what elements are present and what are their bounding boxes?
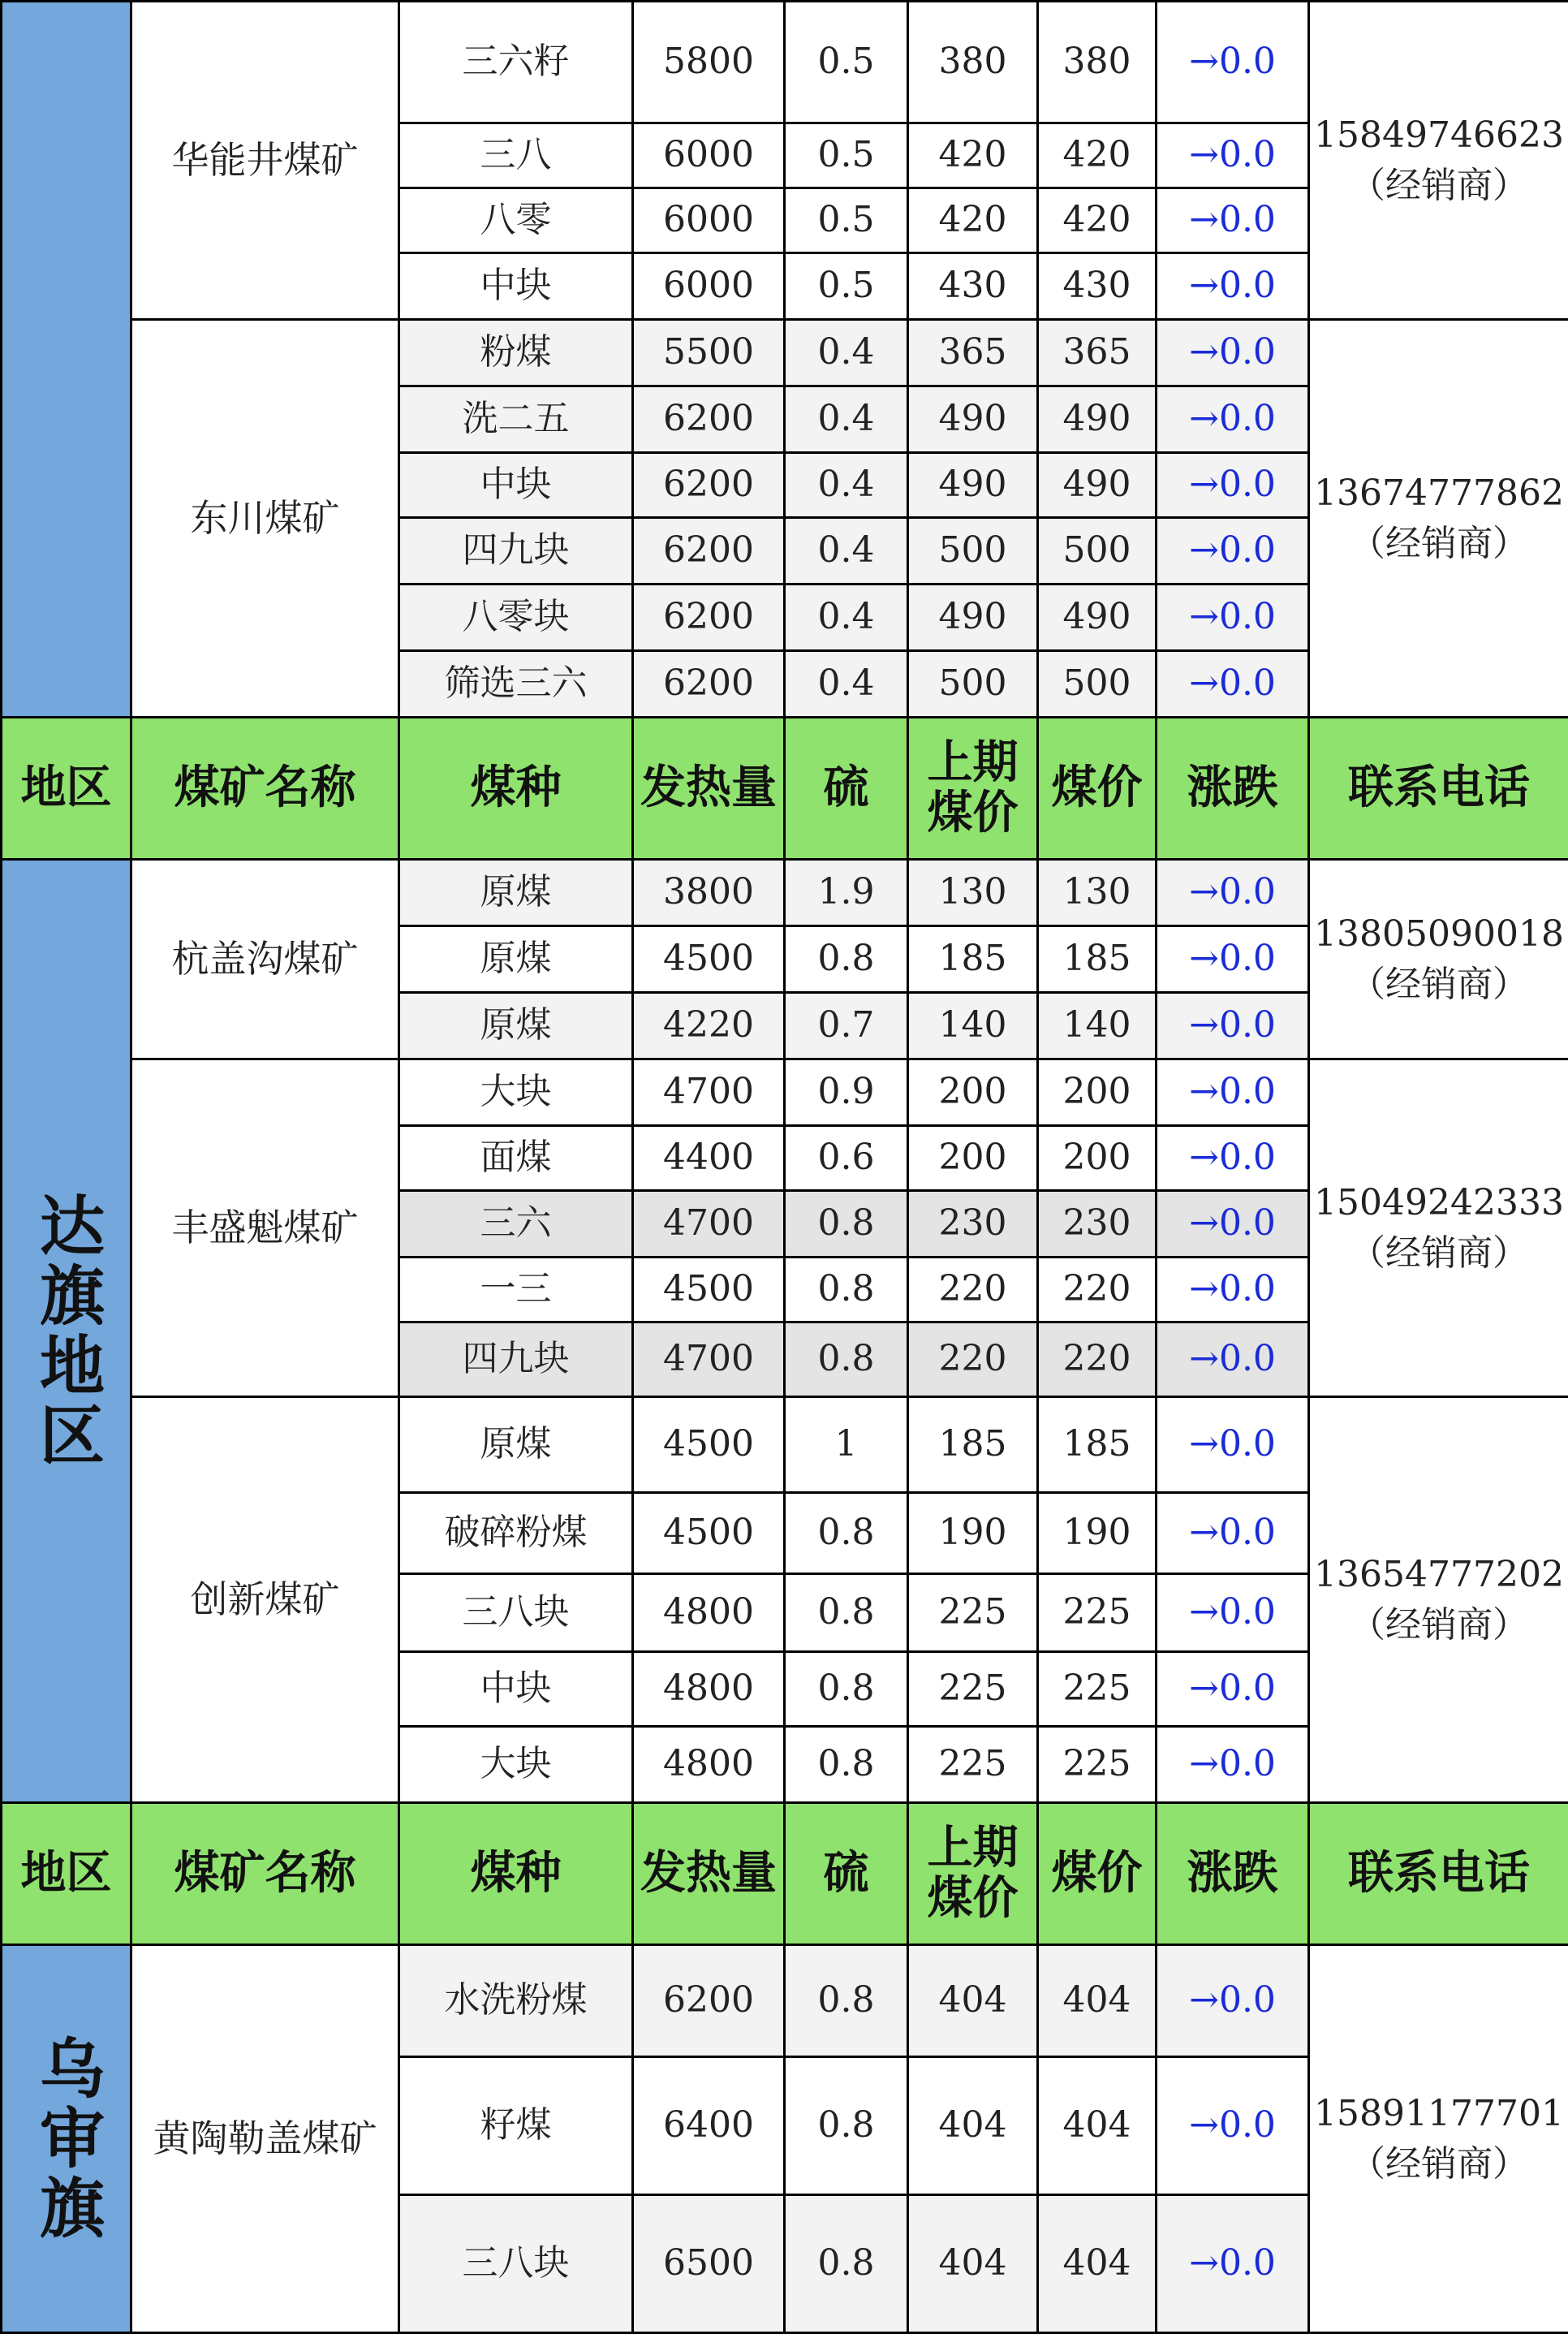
prev-price: 500: [908, 651, 1038, 718]
region-label: 乌审旗: [28, 2034, 106, 2244]
price: 430: [1038, 253, 1157, 320]
price-change: →0.0: [1157, 1493, 1309, 1574]
price: 200: [1038, 1126, 1157, 1191]
coal-type: 大块: [399, 1727, 633, 1803]
price-change: →0.0: [1157, 1059, 1309, 1126]
coal-type: 中块: [399, 453, 633, 518]
header-mine-name: 煤矿名称: [131, 1803, 399, 1945]
calorific-value: 6400: [633, 2057, 785, 2195]
contact-phone: 15849746623: [1310, 110, 1568, 161]
price-change: →0.0: [1157, 2057, 1309, 2195]
price: 365: [1038, 320, 1157, 386]
price-change: →0.0: [1157, 320, 1309, 386]
mine-name: 杭盖沟煤矿: [131, 860, 399, 1059]
prev-price: 404: [908, 1945, 1038, 2057]
calorific-value: 4800: [633, 1652, 785, 1727]
calorific-value: 6200: [633, 386, 785, 453]
sulfur-value: 0.8: [785, 2195, 908, 2333]
contact-cell: [1309, 860, 1568, 1059]
coal-type: 三八块: [399, 1574, 633, 1652]
mine-name: 东川煤矿: [131, 320, 399, 718]
calorific-value: 4500: [633, 1258, 785, 1322]
calorific-value: 4700: [633, 1191, 785, 1258]
price: 404: [1038, 2057, 1157, 2195]
contact-phone: 15891177701: [1310, 2089, 1568, 2139]
table-body: [2, 2, 1568, 2333]
sulfur-value: 0.8: [785, 1574, 908, 1652]
price: 500: [1038, 518, 1157, 585]
price: 220: [1038, 1258, 1157, 1322]
region-cell: [2, 2, 131, 718]
price: 490: [1038, 386, 1157, 453]
coal-type: 面煤: [399, 1126, 633, 1191]
calorific-value: 4800: [633, 1727, 785, 1803]
contact-cell: [1309, 1059, 1568, 1397]
calorific-value: 4220: [633, 993, 785, 1059]
header-sulfur: 硫: [785, 1803, 908, 1945]
price: 200: [1038, 1059, 1157, 1126]
coal-type: 三六籽: [399, 2, 633, 123]
header-prev-price: 上期煤价: [908, 718, 1038, 860]
price-change: →0.0: [1157, 860, 1309, 926]
contact-phone: 15049242333: [1310, 1178, 1568, 1228]
prev-price: 404: [908, 2057, 1038, 2195]
price: 225: [1038, 1727, 1157, 1803]
contact-note: （经销商）: [1310, 2139, 1568, 2189]
coal-type: 三八: [399, 123, 633, 188]
prev-price: 490: [908, 585, 1038, 651]
table-row: [2, 320, 1568, 386]
sulfur-value: 0.4: [785, 320, 908, 386]
prev-price: 225: [908, 1574, 1038, 1652]
coal-type: 中块: [399, 1652, 633, 1727]
sulfur-value: 0.4: [785, 585, 908, 651]
header-change: 涨跌: [1157, 718, 1309, 860]
sulfur-value: 0.8: [785, 1258, 908, 1322]
price-change: →0.0: [1157, 1945, 1309, 2057]
price: 225: [1038, 1574, 1157, 1652]
price: 140: [1038, 993, 1157, 1059]
prev-price: 380: [908, 2, 1038, 123]
header-change: 涨跌: [1157, 1803, 1309, 1945]
price-change: →0.0: [1157, 651, 1309, 718]
sulfur-value: 0.9: [785, 1059, 908, 1126]
header-calorific: 发热量: [633, 718, 785, 860]
price-change: →0.0: [1157, 2, 1309, 123]
coal-type: 八零: [399, 188, 633, 253]
header-price: 煤价: [1038, 1803, 1157, 1945]
sulfur-value: 0.8: [785, 1322, 908, 1397]
prev-price: 490: [908, 453, 1038, 518]
price: 420: [1038, 188, 1157, 253]
prev-price: 140: [908, 993, 1038, 1059]
calorific-value: 4400: [633, 1126, 785, 1191]
header-contact: 联系电话: [1309, 718, 1568, 860]
prev-price: 225: [908, 1652, 1038, 1727]
prev-price: 225: [908, 1727, 1038, 1803]
sulfur-value: 0.4: [785, 386, 908, 453]
contact-phone: 13805090018: [1310, 909, 1568, 960]
prev-price: 200: [908, 1126, 1038, 1191]
header-prev-price: 上期煤价: [908, 1803, 1038, 1945]
region-cell: [2, 860, 131, 1803]
mine-name: 创新煤矿: [131, 1397, 399, 1803]
sulfur-value: 0.8: [785, 1727, 908, 1803]
table-row: [2, 1059, 1568, 1126]
price: 380: [1038, 2, 1157, 123]
contact-cell: [1309, 2, 1568, 320]
price-change: →0.0: [1157, 2195, 1309, 2333]
prev-price: 404: [908, 2195, 1038, 2333]
price-change: →0.0: [1157, 993, 1309, 1059]
price-change: →0.0: [1157, 1191, 1309, 1258]
price-change: →0.0: [1157, 1652, 1309, 1727]
coal-type: 三八块: [399, 2195, 633, 2333]
mine-name: 丰盛魁煤矿: [131, 1059, 399, 1397]
prev-price: 420: [908, 188, 1038, 253]
price-change: →0.0: [1157, 585, 1309, 651]
price-change: →0.0: [1157, 453, 1309, 518]
sulfur-value: 0.8: [785, 1945, 908, 2057]
price-change: →0.0: [1157, 188, 1309, 253]
calorific-value: 6000: [633, 123, 785, 188]
mine-name: 黄陶勒盖煤矿: [131, 1945, 399, 2333]
price: 490: [1038, 453, 1157, 518]
sulfur-value: 0.4: [785, 453, 908, 518]
coal-type: 原煤: [399, 993, 633, 1059]
coal-type: 籽煤: [399, 2057, 633, 2195]
contact-note: （经销商）: [1310, 519, 1568, 569]
prev-price: 500: [908, 518, 1038, 585]
contact-note: （经销商）: [1310, 960, 1568, 1010]
price: 490: [1038, 585, 1157, 651]
calorific-value: 4700: [633, 1059, 785, 1126]
sulfur-value: 0.4: [785, 651, 908, 718]
coal-type: 原煤: [399, 1397, 633, 1493]
calorific-value: 4800: [633, 1574, 785, 1652]
calorific-value: 4500: [633, 1397, 785, 1493]
price: 220: [1038, 1322, 1157, 1397]
sulfur-value: 1.9: [785, 860, 908, 926]
prev-price: 230: [908, 1191, 1038, 1258]
region-label: 达旗地区: [28, 1192, 106, 1471]
prev-price: 200: [908, 1059, 1038, 1126]
price: 185: [1038, 1397, 1157, 1493]
price-change: →0.0: [1157, 253, 1309, 320]
header-mine-name: 煤矿名称: [131, 718, 399, 860]
prev-price: 430: [908, 253, 1038, 320]
header-coal-type: 煤种: [399, 718, 633, 860]
prev-price: 220: [908, 1258, 1038, 1322]
sulfur-value: 0.5: [785, 253, 908, 320]
price: 190: [1038, 1493, 1157, 1574]
price: 404: [1038, 2195, 1157, 2333]
contact-note: （经销商）: [1310, 1600, 1568, 1650]
coal-type: 洗二五: [399, 386, 633, 453]
price-change: →0.0: [1157, 123, 1309, 188]
prev-price: 490: [908, 386, 1038, 453]
contact-cell: [1309, 320, 1568, 718]
mine-name: 华能井煤矿: [131, 2, 399, 320]
sulfur-value: 0.8: [785, 2057, 908, 2195]
calorific-value: 5800: [633, 2, 785, 123]
price-change: →0.0: [1157, 518, 1309, 585]
coal-type: 原煤: [399, 860, 633, 926]
calorific-value: 4500: [633, 926, 785, 993]
calorific-value: 6200: [633, 651, 785, 718]
coal-type: 八零块: [399, 585, 633, 651]
prev-price: 420: [908, 123, 1038, 188]
price-change: →0.0: [1157, 386, 1309, 453]
coal-type: 三六: [399, 1191, 633, 1258]
coal-type: 水洗粉煤: [399, 1945, 633, 2057]
table-row: [2, 1945, 1568, 2057]
contact-phone: 13654777202: [1310, 1550, 1568, 1600]
price-change: →0.0: [1157, 1126, 1309, 1191]
price: 500: [1038, 651, 1157, 718]
contact-note: （经销商）: [1310, 1228, 1568, 1279]
table-row: [2, 860, 1568, 926]
sulfur-value: 0.8: [785, 1652, 908, 1727]
price: 130: [1038, 860, 1157, 926]
table-row: [2, 2, 1568, 123]
sulfur-value: 0.5: [785, 2, 908, 123]
sulfur-value: 0.6: [785, 1126, 908, 1191]
calorific-value: 6500: [633, 2195, 785, 2333]
price: 404: [1038, 1945, 1157, 2057]
header-price: 煤价: [1038, 718, 1157, 860]
coal-type: 破碎粉煤: [399, 1493, 633, 1574]
sulfur-value: 0.8: [785, 926, 908, 993]
prev-price: 190: [908, 1493, 1038, 1574]
header-calorific: 发热量: [633, 1803, 785, 1945]
contact-phone: 13674777862: [1310, 468, 1568, 519]
header-region: 地区: [2, 718, 131, 860]
contact-cell: [1309, 1945, 1568, 2333]
sulfur-value: 0.4: [785, 518, 908, 585]
sulfur-value: 0.8: [785, 1191, 908, 1258]
calorific-value: 4700: [633, 1322, 785, 1397]
coal-type: 一三: [399, 1258, 633, 1322]
header-row: [2, 1803, 1568, 1945]
price-change: →0.0: [1157, 1397, 1309, 1493]
header-row: [2, 718, 1568, 860]
sulfur-value: 0.5: [785, 188, 908, 253]
header-coal-type: 煤种: [399, 1803, 633, 1945]
price: 230: [1038, 1191, 1157, 1258]
header-region: 地区: [2, 1803, 131, 1945]
sulfur-value: 1: [785, 1397, 908, 1493]
prev-price: 220: [908, 1322, 1038, 1397]
price: 225: [1038, 1652, 1157, 1727]
coal-type: 粉煤: [399, 320, 633, 386]
price-change: →0.0: [1157, 1258, 1309, 1322]
region-cell: [2, 1945, 131, 2333]
sulfur-value: 0.8: [785, 1493, 908, 1574]
price-change: →0.0: [1157, 926, 1309, 993]
table-row: [2, 1397, 1568, 1493]
calorific-value: 6200: [633, 518, 785, 585]
calorific-value: 6200: [633, 585, 785, 651]
calorific-value: 6000: [633, 253, 785, 320]
coal-type: 中块: [399, 253, 633, 320]
sulfur-value: 0.7: [785, 993, 908, 1059]
coal-type: 大块: [399, 1059, 633, 1126]
price-change: →0.0: [1157, 1574, 1309, 1652]
header-sulfur: 硫: [785, 718, 908, 860]
price: 185: [1038, 926, 1157, 993]
price-change: →0.0: [1157, 1727, 1309, 1803]
calorific-value: 6000: [633, 188, 785, 253]
price: 420: [1038, 123, 1157, 188]
coal-type: 四九块: [399, 1322, 633, 1397]
coal-type: 原煤: [399, 926, 633, 993]
prev-price: 185: [908, 1397, 1038, 1493]
prev-price: 185: [908, 926, 1038, 993]
coal-type: 四九块: [399, 518, 633, 585]
price-change: →0.0: [1157, 1322, 1309, 1397]
calorific-value: 4500: [633, 1493, 785, 1574]
calorific-value: 3800: [633, 860, 785, 926]
calorific-value: 6200: [633, 453, 785, 518]
contact-cell: [1309, 1397, 1568, 1803]
calorific-value: 6200: [633, 1945, 785, 2057]
header-contact: 联系电话: [1309, 1803, 1568, 1945]
coal-type: 筛选三六: [399, 651, 633, 718]
prev-price: 365: [908, 320, 1038, 386]
calorific-value: 5500: [633, 320, 785, 386]
sulfur-value: 0.5: [785, 123, 908, 188]
prev-price: 130: [908, 860, 1038, 926]
contact-note: （经销商）: [1310, 161, 1568, 211]
